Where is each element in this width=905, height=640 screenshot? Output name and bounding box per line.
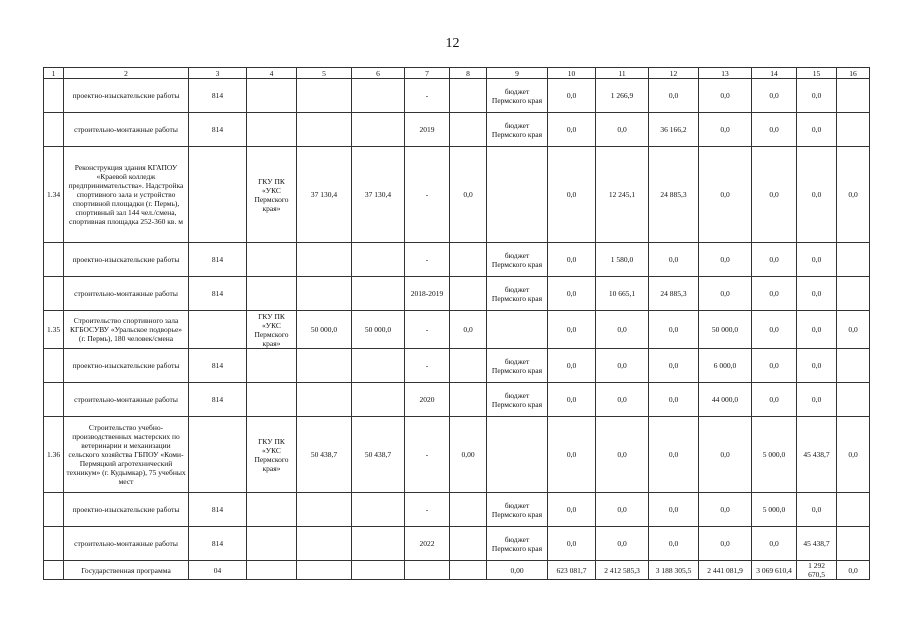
cell-customer	[247, 277, 297, 311]
cell-readiness	[450, 277, 487, 311]
column-number: 4	[247, 68, 297, 79]
cell-number	[44, 349, 64, 383]
cell-estimate	[297, 277, 352, 311]
cell-name: строительно-монтажные работы	[64, 113, 189, 147]
cell-code: 814	[189, 243, 247, 277]
cell-year-4: 0,0	[699, 493, 752, 527]
cell-estimate-current	[352, 243, 405, 277]
cell-source	[487, 311, 548, 349]
cell-year-6: 0,0	[797, 277, 837, 311]
cell-year-1: 0,0	[548, 527, 596, 561]
cell-year-3: 3 188 305,5	[649, 561, 699, 580]
column-number: 2	[64, 68, 189, 79]
cell-name: проектно-изыскательские работы	[64, 243, 189, 277]
cell-year-4: 2 441 081,9	[699, 561, 752, 580]
cell-estimate-current	[352, 493, 405, 527]
cell-period	[405, 561, 450, 580]
cell-estimate-current	[352, 527, 405, 561]
cell-source: бюджет Пермского края	[487, 243, 548, 277]
cell-customer	[247, 493, 297, 527]
cell-customer: ГКУ ПК «УКС Пермского края»	[247, 311, 297, 349]
column-number: 14	[752, 68, 797, 79]
column-number-row	[44, 68, 870, 79]
column-number: 15	[797, 68, 837, 79]
cell-estimate	[297, 383, 352, 417]
cell-estimate-current	[352, 383, 405, 417]
cell-year-2: 0,0	[596, 493, 649, 527]
cell-customer: ГКУ ПК «УКС Пермского края»	[247, 147, 297, 243]
cell-readiness: 0,0	[450, 147, 487, 243]
cell-year-3: 0,0	[649, 527, 699, 561]
cell-name: Строительство спортивного зала КГБОСУВУ «Уральское подворье» (г. Пермь), 180 человек/смена	[64, 311, 189, 349]
work-row	[44, 349, 870, 383]
total-row	[44, 561, 870, 580]
cell-period: -	[405, 311, 450, 349]
cell-estimate: 37 130,4	[297, 147, 352, 243]
cell-period: -	[405, 79, 450, 113]
cell-year-7: 0,0	[837, 311, 870, 349]
cell-year-2: 0,0	[596, 383, 649, 417]
cell-source: бюджет Пермского края	[487, 527, 548, 561]
cell-readiness	[450, 493, 487, 527]
cell-year-6: 0,0	[797, 383, 837, 417]
cell-year-4: 44 000,0	[699, 383, 752, 417]
cell-year-2: 0,0	[596, 527, 649, 561]
cell-estimate: 50 000,0	[297, 311, 352, 349]
cell-year-6: 45 438,7	[797, 527, 837, 561]
cell-year-5: 0,0	[752, 277, 797, 311]
cell-number	[44, 243, 64, 277]
cell-readiness	[450, 79, 487, 113]
cell-estimate-current	[352, 277, 405, 311]
cell-customer	[247, 243, 297, 277]
cell-year-2: 0,0	[596, 311, 649, 349]
cell-estimate	[297, 79, 352, 113]
cell-readiness	[450, 349, 487, 383]
cell-code: 04	[189, 561, 247, 580]
cell-source: бюджет Пермского края	[487, 79, 548, 113]
cell-source: бюджет Пермского края	[487, 277, 548, 311]
cell-year-7	[837, 243, 870, 277]
cell-estimate-current: 50 000,0	[352, 311, 405, 349]
cell-number: 1.36	[44, 417, 64, 493]
cell-year-3: 24 885,3	[649, 277, 699, 311]
cell-year-5: 0,0	[752, 527, 797, 561]
cell-estimate	[297, 349, 352, 383]
cell-readiness: 0,0	[450, 311, 487, 349]
column-number: 13	[699, 68, 752, 79]
work-row	[44, 527, 870, 561]
cell-estimate	[297, 527, 352, 561]
cell-year-7	[837, 113, 870, 147]
cell-source: 0,00	[487, 561, 548, 580]
cell-year-6: 45 438,7	[797, 417, 837, 493]
cell-year-3: 0,0	[649, 243, 699, 277]
cell-customer	[247, 561, 297, 580]
cell-estimate-current	[352, 113, 405, 147]
work-row	[44, 383, 870, 417]
cell-year-4: 0,0	[699, 527, 752, 561]
cell-year-1: 0,0	[548, 79, 596, 113]
cell-year-4: 0,0	[699, 277, 752, 311]
cell-year-3: 0,0	[649, 417, 699, 493]
cell-readiness	[450, 113, 487, 147]
cell-period: 2018-2019	[405, 277, 450, 311]
cell-source	[487, 417, 548, 493]
cell-period: -	[405, 243, 450, 277]
column-number: 12	[649, 68, 699, 79]
cell-year-6: 0,0	[797, 349, 837, 383]
cell-readiness	[450, 561, 487, 580]
cell-year-4: 0,0	[699, 113, 752, 147]
cell-year-1: 0,0	[548, 417, 596, 493]
cell-number	[44, 383, 64, 417]
cell-estimate-current	[352, 79, 405, 113]
cell-customer: ГКУ ПК «УКС Пермского края»	[247, 417, 297, 493]
cell-number	[44, 79, 64, 113]
column-number: 16	[837, 68, 870, 79]
cell-year-4: 0,0	[699, 417, 752, 493]
cell-year-7	[837, 349, 870, 383]
cell-year-3: 0,0	[649, 311, 699, 349]
cell-period: 2019	[405, 113, 450, 147]
cell-name: проектно-изыскательские работы	[64, 349, 189, 383]
project-row	[44, 311, 870, 349]
cell-year-1: 0,0	[548, 243, 596, 277]
cell-year-4: 0,0	[699, 243, 752, 277]
cell-year-3: 0,0	[649, 79, 699, 113]
cell-code: 814	[189, 113, 247, 147]
cell-year-2: 1 266,9	[596, 79, 649, 113]
cell-estimate	[297, 243, 352, 277]
cell-year-6: 0,0	[797, 311, 837, 349]
cell-name: строительно-монтажные работы	[64, 527, 189, 561]
cell-number	[44, 113, 64, 147]
cell-estimate	[297, 113, 352, 147]
column-number: 11	[596, 68, 649, 79]
cell-year-5: 0,0	[752, 147, 797, 243]
cell-year-6: 0,0	[797, 79, 837, 113]
column-number: 5	[297, 68, 352, 79]
cell-readiness: 0,00	[450, 417, 487, 493]
cell-source: бюджет Пермского края	[487, 383, 548, 417]
cell-year-3: 0,0	[649, 383, 699, 417]
cell-year-3: 0,0	[649, 349, 699, 383]
column-number: 1	[44, 68, 64, 79]
cell-year-7	[837, 527, 870, 561]
cell-code: 814	[189, 527, 247, 561]
cell-year-2: 10 665,1	[596, 277, 649, 311]
cell-number: 1.34	[44, 147, 64, 243]
cell-year-5: 5 000,0	[752, 417, 797, 493]
cell-number	[44, 561, 64, 580]
column-number: 6	[352, 68, 405, 79]
cell-estimate-current: 50 438,7	[352, 417, 405, 493]
cell-year-1: 0,0	[548, 493, 596, 527]
cell-year-5: 0,0	[752, 311, 797, 349]
cell-name: проектно-изыскательские работы	[64, 79, 189, 113]
cell-year-1: 0,0	[548, 383, 596, 417]
cell-year-1: 0,0	[548, 113, 596, 147]
cell-period: 2022	[405, 527, 450, 561]
cell-year-1: 0,0	[548, 311, 596, 349]
cell-year-3: 36 166,2	[649, 113, 699, 147]
cell-year-7: 0,0	[837, 417, 870, 493]
cell-year-3: 24 885,3	[649, 147, 699, 243]
cell-year-4: 6 000,0	[699, 349, 752, 383]
cell-year-5: 0,0	[752, 79, 797, 113]
project-row	[44, 417, 870, 493]
column-number: 3	[189, 68, 247, 79]
cell-name: Строительство учебно-производственных мастерских по ветеринарии и механизации сельского хозяйства ГБПОУ «Коми-Пермяцкий агротехнический техникум» (г. Кудымкар), 75 учебных мест	[64, 417, 189, 493]
cell-estimate	[297, 493, 352, 527]
cell-estimate: 50 438,7	[297, 417, 352, 493]
column-number: 7	[405, 68, 450, 79]
cell-name: Реконструкция здания КГАПОУ «Краевой колледж предпринимательства». Надстройка спортивного зала и устройство спортивной площадки (г. Пермь), спортивный зал 144 чел./смена, спортивная площадка 252-360 кв. м	[64, 147, 189, 243]
cell-year-2: 12 245,1	[596, 147, 649, 243]
cell-readiness	[450, 527, 487, 561]
cell-code	[189, 147, 247, 243]
cell-year-6: 0,0	[797, 113, 837, 147]
cell-period: -	[405, 493, 450, 527]
cell-year-3: 0,0	[649, 493, 699, 527]
cell-year-5: 0,0	[752, 383, 797, 417]
cell-year-2: 0,0	[596, 417, 649, 493]
cell-year-5: 0,0	[752, 243, 797, 277]
cell-readiness	[450, 243, 487, 277]
cell-period: 2020	[405, 383, 450, 417]
cell-year-7	[837, 493, 870, 527]
cell-customer	[247, 527, 297, 561]
cell-year-6: 0,0	[797, 147, 837, 243]
column-number: 8	[450, 68, 487, 79]
cell-code	[189, 311, 247, 349]
cell-code	[189, 417, 247, 493]
cell-year-2: 0,0	[596, 349, 649, 383]
cell-readiness	[450, 383, 487, 417]
budget-table	[43, 67, 870, 580]
cell-period: -	[405, 349, 450, 383]
cell-year-2: 2 412 585,3	[596, 561, 649, 580]
cell-year-1: 0,0	[548, 349, 596, 383]
work-row	[44, 79, 870, 113]
cell-year-2: 1 580,0	[596, 243, 649, 277]
cell-number: 1.35	[44, 311, 64, 349]
cell-name: строительно-монтажные работы	[64, 277, 189, 311]
cell-year-7	[837, 383, 870, 417]
cell-name: проектно-изыскательские работы	[64, 493, 189, 527]
cell-customer	[247, 349, 297, 383]
cell-year-5: 0,0	[752, 113, 797, 147]
cell-year-5: 0,0	[752, 349, 797, 383]
cell-code: 814	[189, 277, 247, 311]
column-number: 9	[487, 68, 548, 79]
cell-year-6: 0,0	[797, 243, 837, 277]
cell-year-2: 0,0	[596, 113, 649, 147]
cell-estimate	[297, 561, 352, 580]
work-row	[44, 277, 870, 311]
cell-number	[44, 527, 64, 561]
work-row	[44, 113, 870, 147]
work-row	[44, 493, 870, 527]
cell-estimate-current: 37 130,4	[352, 147, 405, 243]
cell-code: 814	[189, 383, 247, 417]
page-number: 12	[445, 36, 460, 51]
cell-number	[44, 277, 64, 311]
cell-year-4: 0,0	[699, 147, 752, 243]
cell-customer	[247, 113, 297, 147]
cell-year-6: 1 292 670,5	[797, 561, 837, 580]
cell-number	[44, 493, 64, 527]
cell-source: бюджет Пермского края	[487, 113, 548, 147]
cell-source: бюджет Пермского края	[487, 349, 548, 383]
cell-year-7	[837, 277, 870, 311]
cell-year-1: 0,0	[548, 277, 596, 311]
cell-name: строительно-монтажные работы	[64, 383, 189, 417]
cell-customer	[247, 383, 297, 417]
cell-year-7: 0,0	[837, 147, 870, 243]
cell-year-1: 623 081,7	[548, 561, 596, 580]
project-row	[44, 147, 870, 243]
cell-source	[487, 147, 548, 243]
cell-period: -	[405, 417, 450, 493]
cell-name: Государственная программа	[64, 561, 189, 580]
cell-year-4: 0,0	[699, 79, 752, 113]
cell-estimate-current	[352, 349, 405, 383]
cell-year-7	[837, 79, 870, 113]
cell-year-5: 5 000,0	[752, 493, 797, 527]
cell-code: 814	[189, 79, 247, 113]
cell-year-5: 3 069 610,4	[752, 561, 797, 580]
column-number: 10	[548, 68, 596, 79]
cell-year-4: 50 000,0	[699, 311, 752, 349]
cell-year-1: 0,0	[548, 147, 596, 243]
cell-source: бюджет Пермского края	[487, 493, 548, 527]
cell-code: 814	[189, 493, 247, 527]
cell-code: 814	[189, 349, 247, 383]
cell-estimate-current	[352, 561, 405, 580]
work-row	[44, 243, 870, 277]
cell-customer	[247, 79, 297, 113]
cell-year-7: 0,0	[837, 561, 870, 580]
cell-year-6: 0,0	[797, 493, 837, 527]
cell-period: -	[405, 147, 450, 243]
